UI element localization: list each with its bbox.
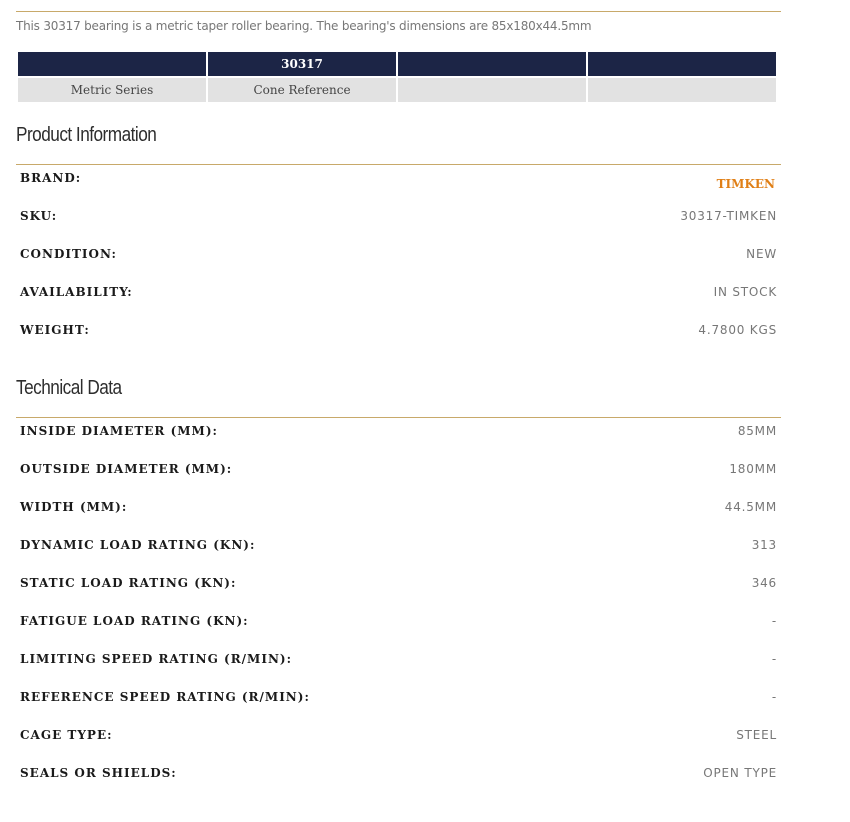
reference-table-row	[17, 77, 777, 103]
spec-label: CAGE TYPE:	[20, 728, 113, 742]
spec-value: -	[771, 614, 777, 628]
spec-label: CONDITION:	[20, 247, 117, 261]
spec-row-seals-shields	[20, 766, 777, 786]
spec-row-cage-type	[20, 728, 777, 748]
spec-value: OPEN TYPE	[703, 766, 777, 780]
spec-label: FATIGUE LOAD RATING (KN):	[20, 614, 249, 628]
reference-header-cell: 30317	[207, 51, 397, 77]
spec-row-inside-diameter	[20, 424, 777, 444]
spec-row-static-load	[20, 576, 777, 596]
reference-cell: Cone Reference	[207, 77, 397, 103]
spec-row-dynamic-load	[20, 538, 777, 558]
spec-label: SEALS OR SHIELDS:	[20, 766, 177, 780]
reference-header-cell	[17, 51, 207, 77]
spec-value: 313	[751, 538, 777, 552]
spec-value: 4.7800 KGS	[698, 323, 777, 337]
spec-label: SKU:	[20, 209, 58, 223]
spec-value: 30317-TIMKEN	[680, 209, 777, 223]
spec-value: -	[771, 652, 777, 666]
spec-value: NEW	[746, 247, 777, 261]
spec-label: WIDTH (MM):	[20, 500, 128, 514]
spec-row-outside-diameter	[20, 462, 777, 482]
spec-value: 180MM	[729, 462, 777, 476]
spec-label: OUTSIDE DIAMETER (MM):	[20, 462, 233, 476]
product-information-divider	[16, 164, 781, 165]
product-description: This 30317 bearing is a metric taper roller bearing. The bearing's dimensions are 85x180x44.5mm	[16, 19, 592, 33]
spec-label: BRAND:	[20, 171, 82, 185]
spec-label: WEIGHT:	[20, 323, 90, 337]
reference-cell	[587, 77, 777, 103]
reference-cell	[397, 77, 587, 103]
spec-label: DYNAMIC LOAD RATING (KN):	[20, 538, 256, 552]
spec-row-brand	[20, 171, 777, 191]
spec-value: STEEL	[736, 728, 777, 742]
brand-logo: TIMKEN	[716, 177, 775, 191]
reference-cell: Metric Series	[17, 77, 207, 103]
spec-value: 44.5MM	[724, 500, 777, 514]
product-information-title: Product Information	[16, 124, 157, 146]
top-divider	[16, 11, 781, 12]
spec-row-width	[20, 500, 777, 520]
reference-table	[16, 50, 778, 104]
spec-label: INSIDE DIAMETER (MM):	[20, 424, 218, 438]
spec-row-sku	[20, 209, 777, 229]
spec-label: AVAILABILITY:	[20, 285, 133, 299]
spec-value: IN STOCK	[713, 285, 777, 299]
spec-label: STATIC LOAD RATING (KN):	[20, 576, 237, 590]
reference-table-header	[17, 51, 777, 77]
spec-value: -	[771, 690, 777, 704]
spec-label: LIMITING SPEED RATING (R/MIN):	[20, 652, 293, 666]
spec-row-limiting-speed	[20, 652, 777, 672]
spec-row-availability	[20, 285, 777, 305]
spec-row-fatigue-load	[20, 614, 777, 634]
technical-data-title: Technical Data	[16, 377, 122, 399]
spec-row-reference-speed	[20, 690, 777, 710]
reference-header-cell	[587, 51, 777, 77]
spec-label: REFERENCE SPEED RATING (R/MIN):	[20, 690, 310, 704]
spec-row-weight	[20, 323, 777, 343]
technical-data-divider	[16, 417, 781, 418]
reference-header-cell	[397, 51, 587, 77]
spec-value: 85MM	[737, 424, 777, 438]
spec-value: 346	[751, 576, 777, 590]
spec-row-condition	[20, 247, 777, 267]
